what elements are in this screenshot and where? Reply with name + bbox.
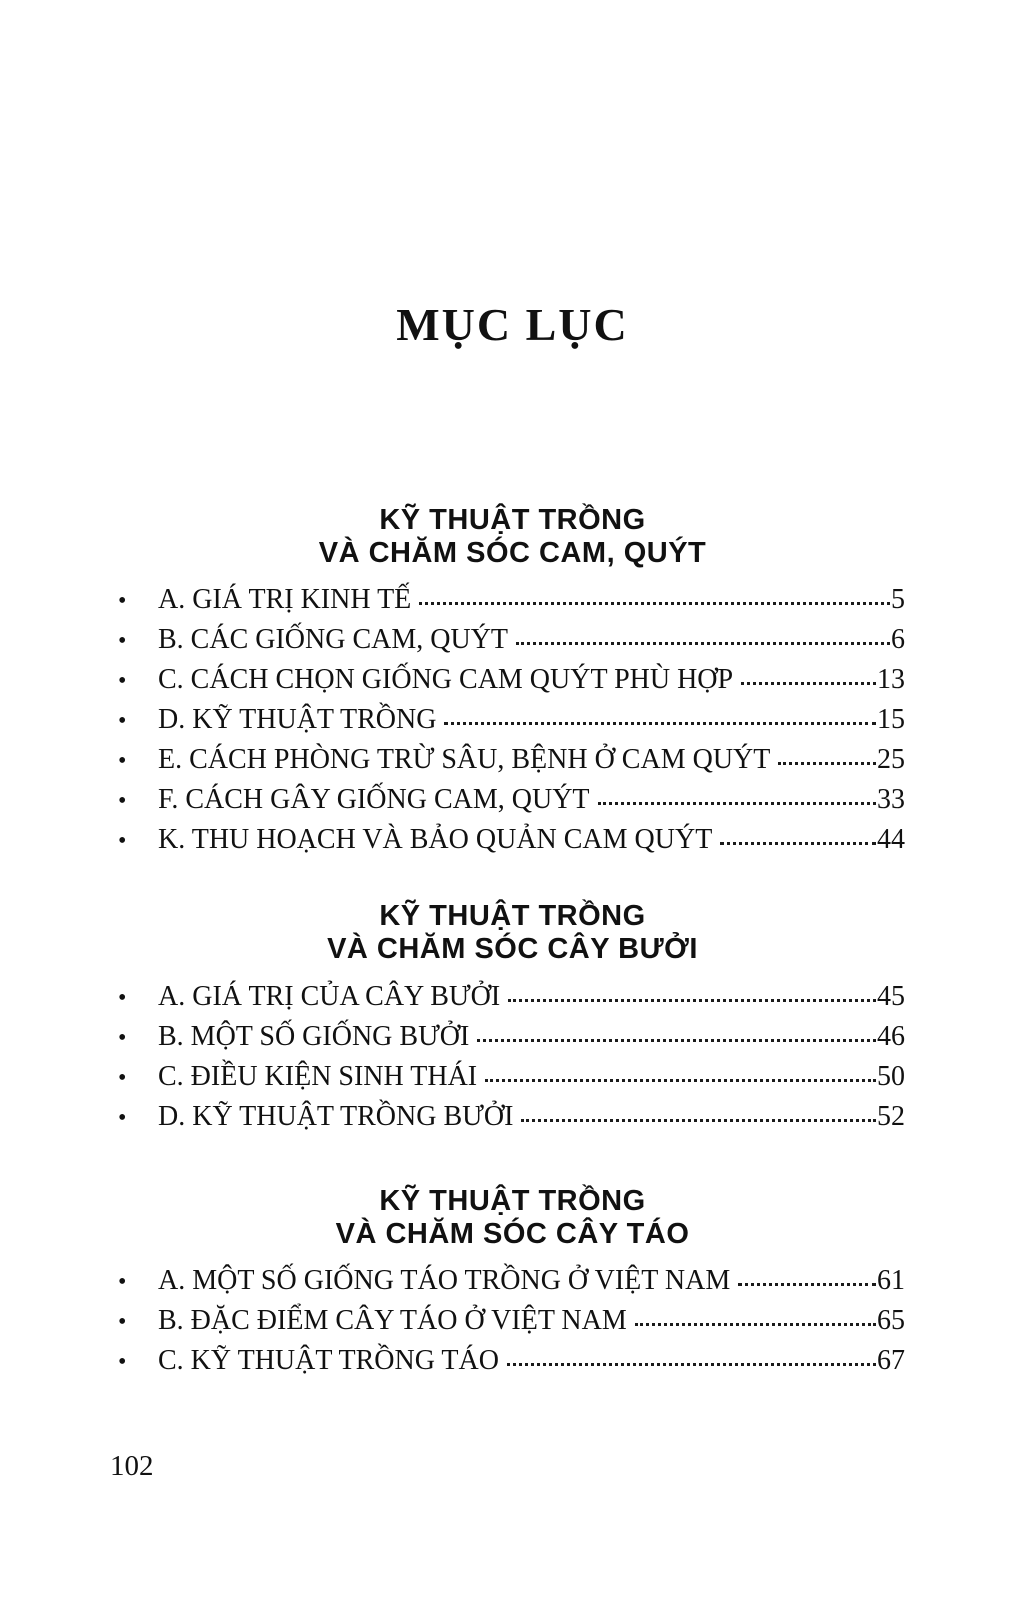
toc-item: [0, 624, 1025, 664]
bullet-icon: •: [118, 588, 127, 614]
section-heading-line1: KỸ THUẬT TRỒNG: [379, 1185, 646, 1217]
dot-leader: [508, 999, 876, 1002]
toc-item-page: 67: [877, 1345, 905, 1376]
dot-leader: [521, 1119, 876, 1122]
toc-item: [0, 1101, 1025, 1141]
toc-item-page: 45: [877, 981, 905, 1012]
dot-leader: [507, 1363, 876, 1366]
toc-item-page: 15: [877, 704, 905, 735]
toc-list-cay-tao: [0, 1265, 1025, 1385]
toc-item-page: 5: [891, 584, 905, 615]
page-title: MỤC LỤC: [396, 299, 629, 350]
dot-leader: [477, 1039, 876, 1042]
toc-item-label: D. KỸ THUẬT TRỒNG BƯỞI: [158, 1101, 514, 1132]
bullet-icon: •: [118, 985, 127, 1011]
bullet-icon: •: [118, 748, 127, 774]
toc-item: [0, 1061, 1025, 1101]
bullet-icon: •: [118, 1105, 127, 1131]
section-heading-cam-quyt: [0, 504, 1025, 570]
toc-item: [0, 784, 1025, 824]
toc-item-label: K. THU HOẠCH VÀ BẢO QUẢN CAM QUÝT: [158, 824, 713, 855]
toc-list-cam-quyt: [0, 584, 1025, 864]
toc-item-label: A. MỘT SỐ GIỐNG TÁO TRỒNG Ở VIỆT NAM: [158, 1265, 731, 1296]
bullet-icon: •: [118, 708, 127, 734]
section-heading-line1: KỸ THUẬT TRỒNG: [379, 900, 646, 932]
toc-list-cay-buoi: [0, 981, 1025, 1141]
dot-leader: [635, 1323, 876, 1326]
bullet-icon: •: [118, 788, 127, 814]
toc-item-label: C. CÁCH CHỌN GIỐNG CAM QUÝT PHÙ HỢP: [158, 664, 734, 695]
toc-item-page: 50: [877, 1061, 905, 1092]
toc-item-label: E. CÁCH PHÒNG TRỪ SÂU, BỆNH Ở CAM QUÝT: [158, 744, 771, 775]
bullet-icon: •: [118, 1025, 127, 1051]
toc-item-label: B. MỘT SỐ GIỐNG BƯỞI: [158, 1021, 470, 1052]
bullet-icon: •: [118, 1269, 127, 1295]
page-number: 102: [110, 1450, 154, 1482]
dot-leader: [778, 762, 876, 765]
toc-item-page: 65: [877, 1305, 905, 1336]
toc-item: [0, 824, 1025, 864]
dot-leader: [485, 1079, 876, 1082]
toc-item-page: 44: [877, 824, 905, 855]
toc-item-page: 52: [877, 1101, 905, 1132]
toc-item: [0, 584, 1025, 624]
toc-item-page: 33: [877, 784, 905, 815]
toc-item-label: D. KỸ THUẬT TRỒNG: [158, 704, 437, 735]
toc-item: [0, 1345, 1025, 1385]
toc-item: [0, 1265, 1025, 1305]
toc-item-page: 25: [877, 744, 905, 775]
toc-item-page: 13: [877, 664, 905, 695]
bullet-icon: •: [118, 1349, 127, 1375]
section-heading-cay-buoi: [0, 900, 1025, 966]
toc-item-page: 46: [877, 1021, 905, 1052]
bullet-icon: •: [118, 828, 127, 854]
toc-item: [0, 744, 1025, 784]
section-heading-line2: VÀ CHĂM SÓC CAM, QUÝT: [318, 537, 707, 569]
dot-leader: [598, 802, 876, 805]
dot-leader: [741, 682, 876, 685]
section-heading-cay-tao: [0, 1185, 1025, 1251]
bullet-icon: •: [118, 628, 127, 654]
section-heading-line2: VÀ CHĂM SÓC CÂY BƯỞI: [327, 933, 698, 965]
toc-item-label: A. GIÁ TRỊ CỦA CÂY BƯỞI: [158, 981, 501, 1012]
toc-item: [0, 1021, 1025, 1061]
dot-leader: [738, 1283, 876, 1286]
toc-item-page: 61: [877, 1265, 905, 1296]
section-heading-line1: KỸ THUẬT TRỒNG: [379, 504, 646, 536]
toc-item-label: B. ĐẶC ĐIỂM CÂY TÁO Ở VIỆT NAM: [158, 1305, 627, 1336]
toc-item: [0, 704, 1025, 744]
dot-leader: [444, 722, 876, 725]
bullet-icon: •: [118, 1065, 127, 1091]
toc-item: [0, 1305, 1025, 1345]
dot-leader: [720, 842, 876, 845]
dot-leader: [419, 602, 890, 605]
dot-leader: [516, 642, 890, 645]
toc-item-label: A. GIÁ TRỊ KINH TẾ: [158, 584, 412, 615]
toc-item-label: B. CÁC GIỐNG CAM, QUÝT: [158, 624, 509, 655]
bullet-icon: •: [118, 668, 127, 694]
section-heading-line2: VÀ CHĂM SÓC CÂY TÁO: [335, 1218, 690, 1250]
toc-item-page: 6: [891, 624, 905, 655]
bullet-icon: •: [118, 1309, 127, 1335]
toc-item-label: F. CÁCH GÂY GIỐNG CAM, QUÝT: [158, 784, 590, 815]
toc-item: [0, 664, 1025, 704]
toc-item-label: C. KỸ THUẬT TRỒNG TÁO: [158, 1345, 499, 1376]
toc-item-label: C. ĐIỀU KIỆN SINH THÁI: [158, 1061, 478, 1092]
toc-item: [0, 981, 1025, 1021]
